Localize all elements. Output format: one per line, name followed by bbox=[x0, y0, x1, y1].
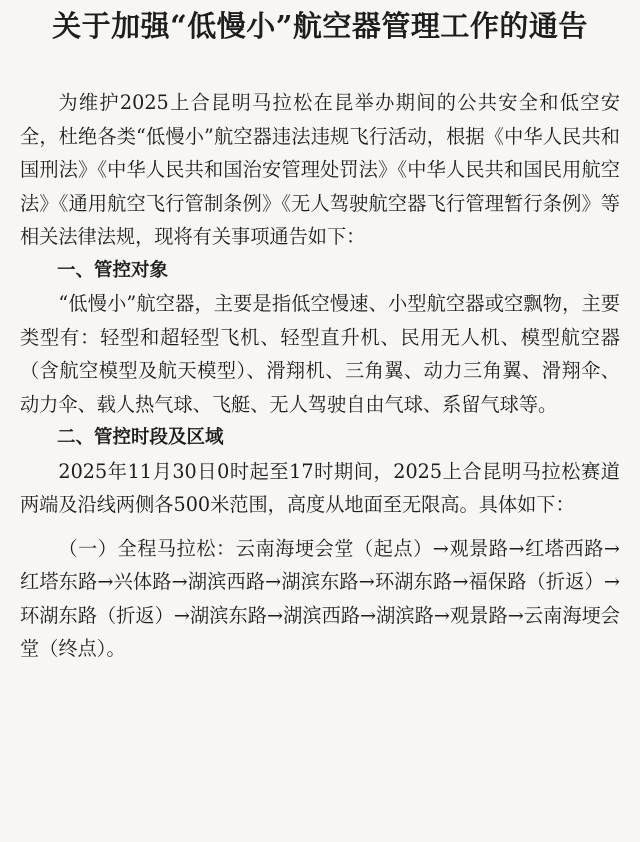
section1-heading: 一、管控对象 bbox=[57, 259, 169, 281]
notice-title: 关于加强“低慢小”航空器管理工作的通告 bbox=[52, 9, 588, 43]
section2-heading: 二、管控时段及区域 bbox=[57, 427, 224, 448]
section1-paragraph: “低慢小”航空器，主要是指低空慢速、小型航空器或空飘物，主要类型有：轻型和超轻型飞机、轻型直升机、民用无人机、模型航空器（含航空模型及航天模型）、滑翔机、三角翼、动力三角翼、滑翔伞、动力伞、载人热气球、飞艇、无人驾驶自由气球、系留气球等。 bbox=[20, 292, 620, 416]
route1-paragraph: （一）全程马拉松：云南海埂会堂（起点）→观景路→红塔西路→红塔东路→兴体路→湖滨西路→湖滨东路→环湖东路→福保路（折返）→环湖东路（折返）→湖滨东路→湖滨西路→湖滨路→观景路→云南海埂会堂（终点）。 bbox=[20, 536, 620, 660]
notice-body bbox=[20, 86, 620, 666]
intro-paragraph: 为维护2025上合昆明马拉松在昆举办期间的公共安全和低空安全，杜绝各类“低慢小”航空器违法违规飞行活动，根据《中华人民共和国刑法》《中华人民共和国治安管理处罚法》《中华人民共和国民用航空法》《通用航空飞行管制条例》《无人驾驶航空器飞行管理暂行条例》等相关法律法规，现将有关事项通告如下： bbox=[20, 91, 620, 248]
section2-paragraph: 2025年11月30日0时起至17时期间，2025上合昆明马拉松赛道两端及沿线两侧各500米范围，高度从地面至无限高。具体如下： bbox=[20, 459, 620, 516]
